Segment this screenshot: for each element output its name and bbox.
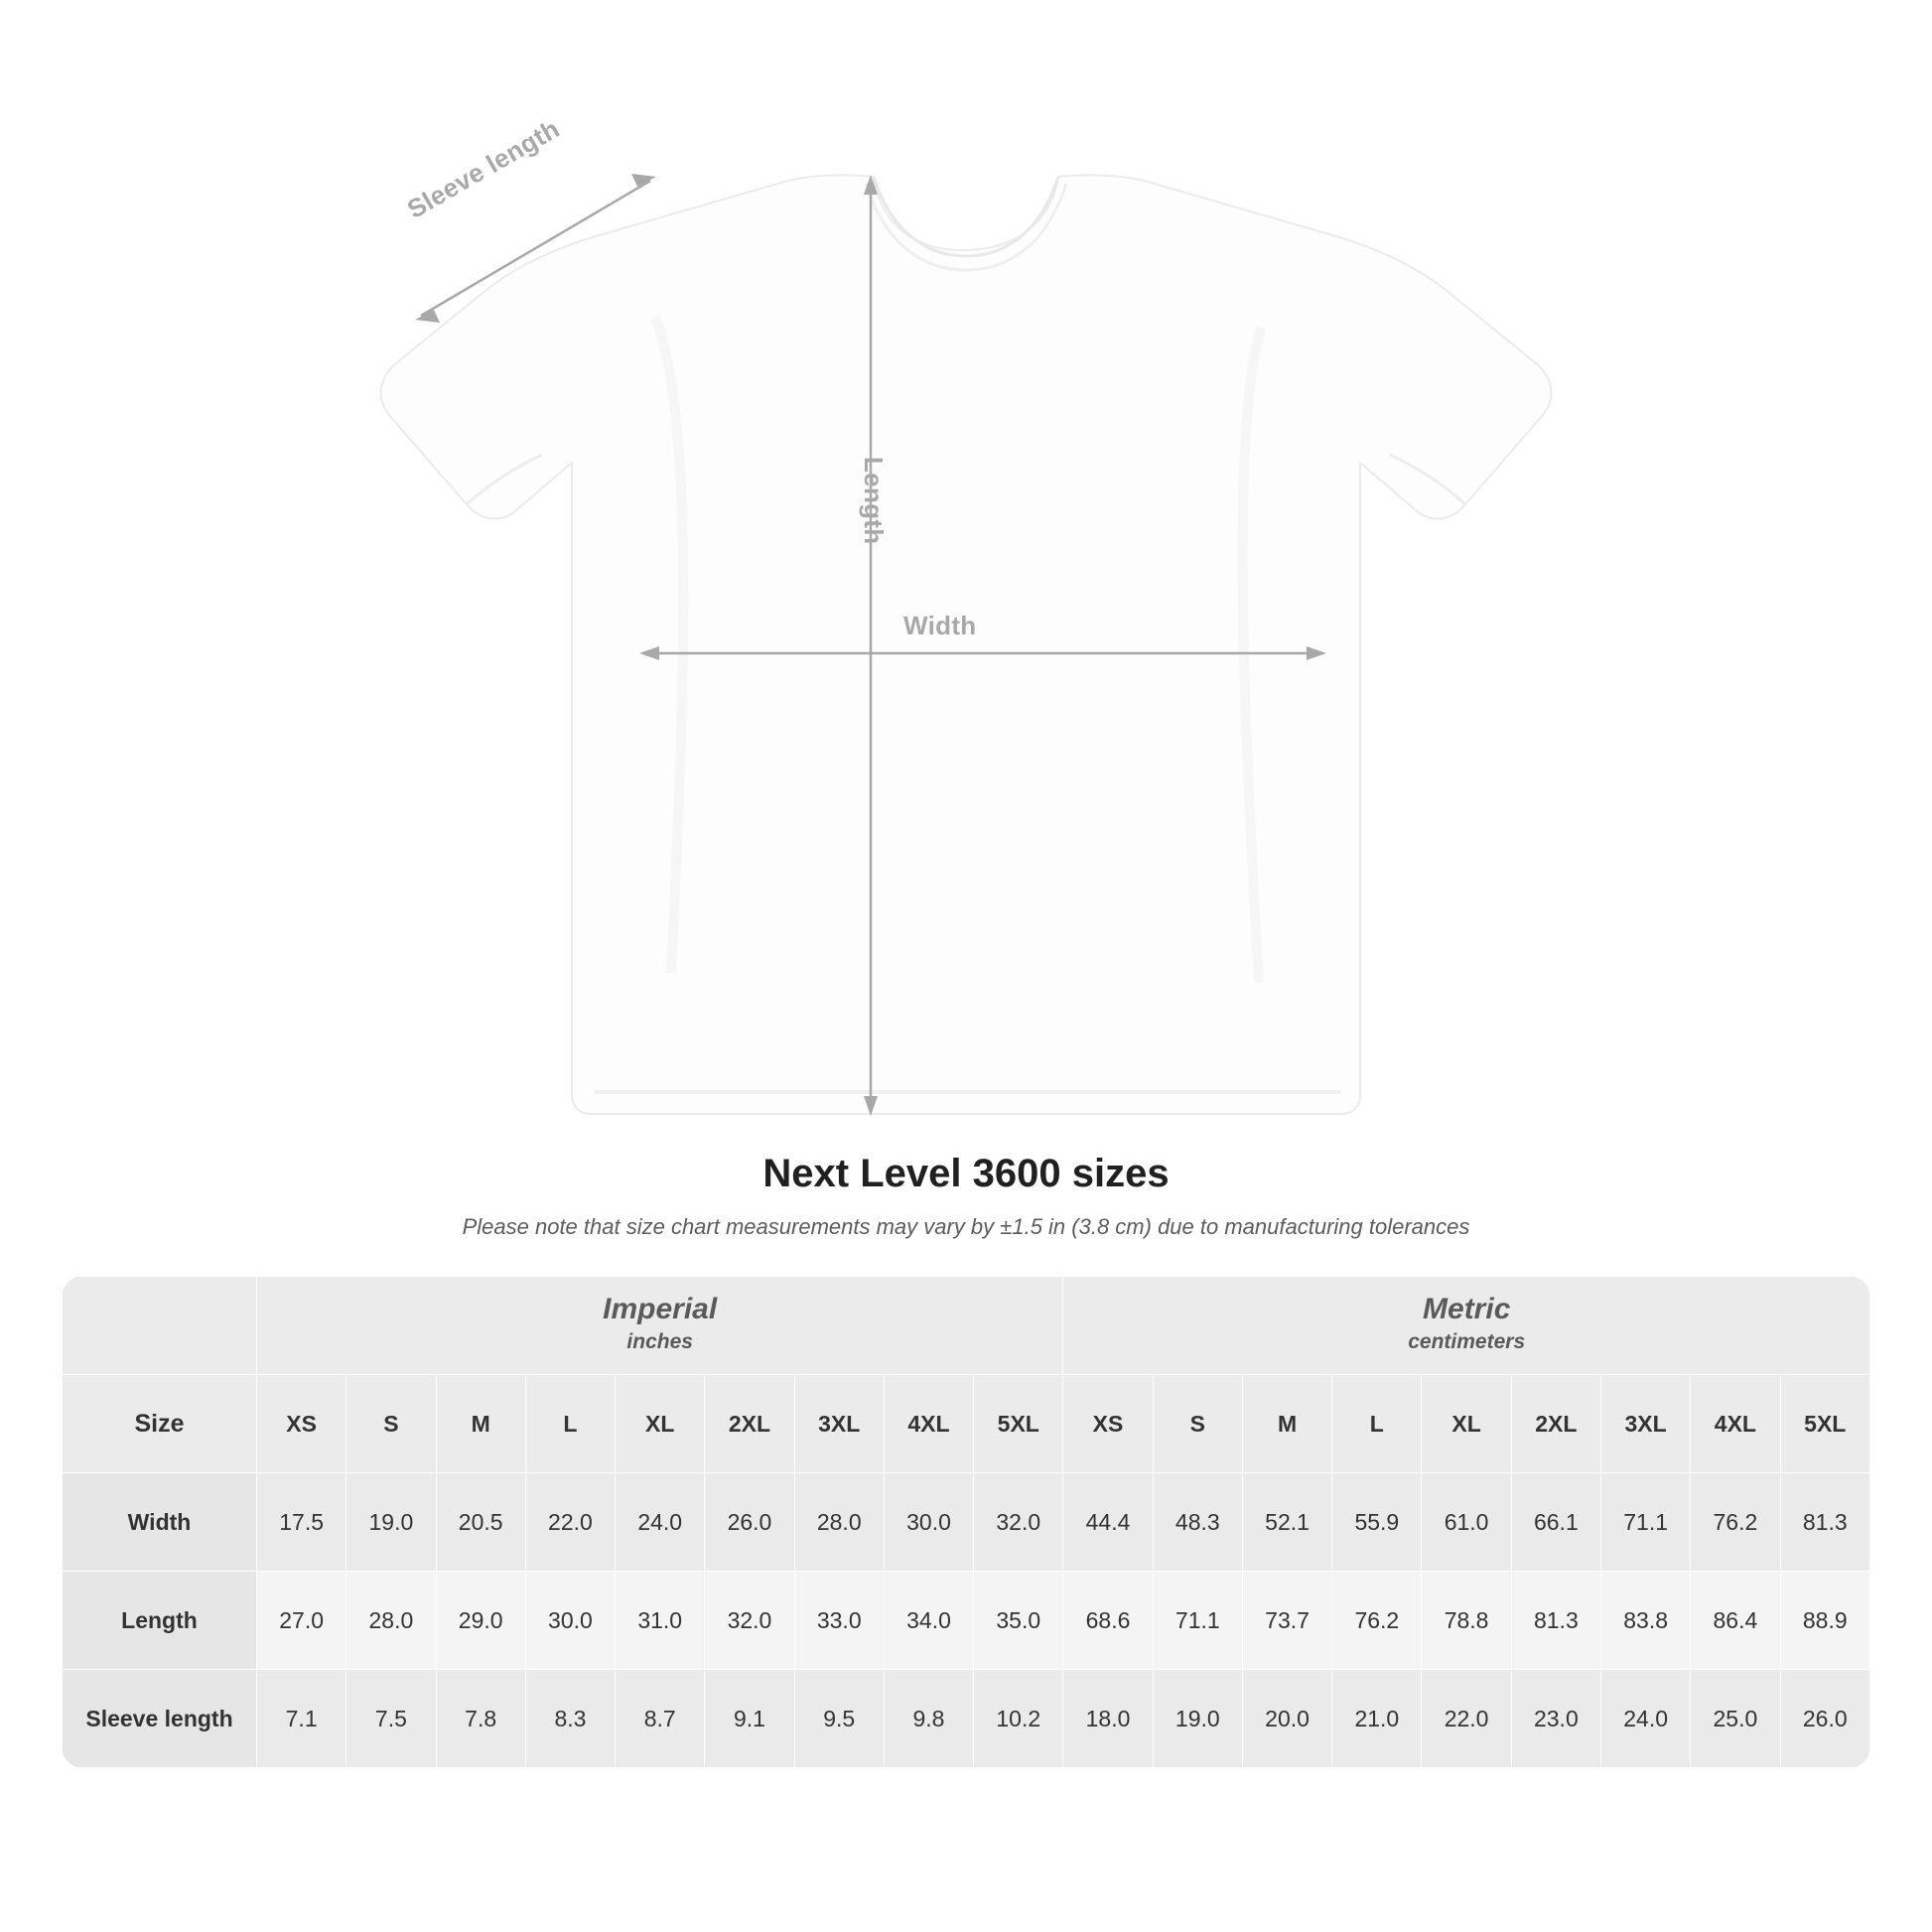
size-header-cell: 2XL — [1511, 1375, 1600, 1473]
metric-unit-sub: centimeters — [1408, 1329, 1526, 1353]
table-row — [63, 1572, 1870, 1670]
table-cell: 71.1 — [1153, 1572, 1242, 1670]
metric-unit-header — [1063, 1277, 1870, 1375]
size-header-cell: 4XL — [884, 1375, 973, 1473]
table-cell: 26.0 — [705, 1473, 794, 1572]
size-header-cell: 3XL — [1600, 1375, 1690, 1473]
sleeve-length-label: Sleeve length — [402, 113, 565, 224]
size-header-cell: S — [346, 1375, 436, 1473]
table-cell: 20.0 — [1242, 1670, 1331, 1768]
table-row — [63, 1670, 1870, 1768]
size-header-cell: L — [1332, 1375, 1422, 1473]
table-cell: 19.0 — [346, 1473, 436, 1572]
tolerance-note: Please note that size chart measurements may vary by ±1.5 in (3.8 cm) due to manufacturing tolerances — [462, 1214, 1470, 1239]
size-table — [62, 1276, 1870, 1768]
table-cell: 7.8 — [436, 1670, 525, 1768]
table-cell: 86.4 — [1691, 1572, 1780, 1670]
size-header-cell: M — [436, 1375, 525, 1473]
size-header-cell: 4XL — [1691, 1375, 1780, 1473]
table-cell: 18.0 — [1063, 1670, 1153, 1768]
table-cell: 22.0 — [1422, 1670, 1511, 1768]
table-cell: 7.5 — [346, 1670, 436, 1768]
table-cell: 23.0 — [1511, 1670, 1600, 1768]
table-cell: 48.3 — [1153, 1473, 1242, 1572]
table-cell: 7.1 — [257, 1670, 346, 1768]
size-header-label: Size — [63, 1375, 257, 1473]
size-header-row — [63, 1375, 1870, 1473]
size-table-container — [62, 1276, 1870, 1768]
table-cell: 9.1 — [705, 1670, 794, 1768]
table-cell: 52.1 — [1242, 1473, 1331, 1572]
size-header-cell: 5XL — [1780, 1375, 1869, 1473]
table-cell: 31.0 — [616, 1572, 705, 1670]
table-cell: 32.0 — [705, 1572, 794, 1670]
table-cell: 27.0 — [257, 1572, 346, 1670]
table-cell: 30.0 — [884, 1473, 973, 1572]
table-cell: 21.0 — [1332, 1670, 1422, 1768]
table-cell: 26.0 — [1780, 1670, 1869, 1768]
table-cell: 76.2 — [1332, 1572, 1422, 1670]
table-cell: 83.8 — [1600, 1572, 1690, 1670]
title-block — [0, 1152, 1932, 1240]
table-cell: 81.3 — [1511, 1572, 1600, 1670]
table-cell: 76.2 — [1691, 1473, 1780, 1572]
row-label-width: Width — [63, 1473, 257, 1572]
table-cell: 71.1 — [1600, 1473, 1690, 1572]
table-cell: 66.1 — [1511, 1473, 1600, 1572]
row-label-length: Length — [63, 1572, 257, 1670]
size-header-cell: XS — [1063, 1375, 1153, 1473]
table-cell: 78.8 — [1422, 1572, 1511, 1670]
table-cell: 28.0 — [794, 1473, 884, 1572]
table-cell: 9.5 — [794, 1670, 884, 1768]
tshirt-shape — [381, 175, 1552, 1114]
table-cell: 35.0 — [974, 1572, 1063, 1670]
table-cell: 24.0 — [616, 1473, 705, 1572]
table-cell: 8.3 — [525, 1670, 615, 1768]
size-header-cell: XL — [1422, 1375, 1511, 1473]
size-header-cell: L — [525, 1375, 615, 1473]
table-cell: 73.7 — [1242, 1572, 1331, 1670]
width-label: Width — [903, 611, 977, 640]
table-cell: 10.2 — [974, 1670, 1063, 1768]
table-cell: 28.0 — [346, 1572, 436, 1670]
length-label: Length — [859, 457, 889, 545]
table-cell: 29.0 — [436, 1572, 525, 1670]
imperial-unit-header — [257, 1277, 1063, 1375]
imperial-unit-sub: inches — [626, 1329, 693, 1353]
table-cell: 19.0 — [1153, 1670, 1242, 1768]
size-header-cell: XL — [616, 1375, 705, 1473]
table-cell: 34.0 — [884, 1572, 973, 1670]
table-cell: 61.0 — [1422, 1473, 1511, 1572]
table-cell: 17.5 — [257, 1473, 346, 1572]
table-cell: 8.7 — [616, 1670, 705, 1768]
table-cell: 33.0 — [794, 1572, 884, 1670]
table-cell: 68.6 — [1063, 1572, 1153, 1670]
table-cell: 9.8 — [884, 1670, 973, 1768]
table-cell: 88.9 — [1780, 1572, 1869, 1670]
imperial-unit-name: Imperial — [603, 1292, 718, 1325]
table-cell: 22.0 — [525, 1473, 615, 1572]
table-row — [63, 1473, 1870, 1572]
table-cell: 20.5 — [436, 1473, 525, 1572]
table-cell: 44.4 — [1063, 1473, 1153, 1572]
table-cell: 25.0 — [1691, 1670, 1780, 1768]
table-corner-cell — [63, 1277, 257, 1375]
size-header-cell: M — [1242, 1375, 1331, 1473]
table-cell: 30.0 — [525, 1572, 615, 1670]
table-cell: 24.0 — [1600, 1670, 1690, 1768]
size-header-cell: S — [1153, 1375, 1242, 1473]
size-header-cell: 2XL — [705, 1375, 794, 1473]
table-cell: 81.3 — [1780, 1473, 1869, 1572]
row-label-sleeve-length: Sleeve length — [63, 1670, 257, 1768]
page-title: Next Level 3600 sizes — [762, 1152, 1170, 1195]
size-header-cell: 3XL — [794, 1375, 884, 1473]
size-header-cell: XS — [257, 1375, 346, 1473]
unit-banner-row — [63, 1277, 1870, 1375]
table-cell: 55.9 — [1332, 1473, 1422, 1572]
metric-unit-name: Metric — [1423, 1292, 1511, 1325]
size-header-cell: 5XL — [974, 1375, 1063, 1473]
table-cell: 32.0 — [974, 1473, 1063, 1572]
